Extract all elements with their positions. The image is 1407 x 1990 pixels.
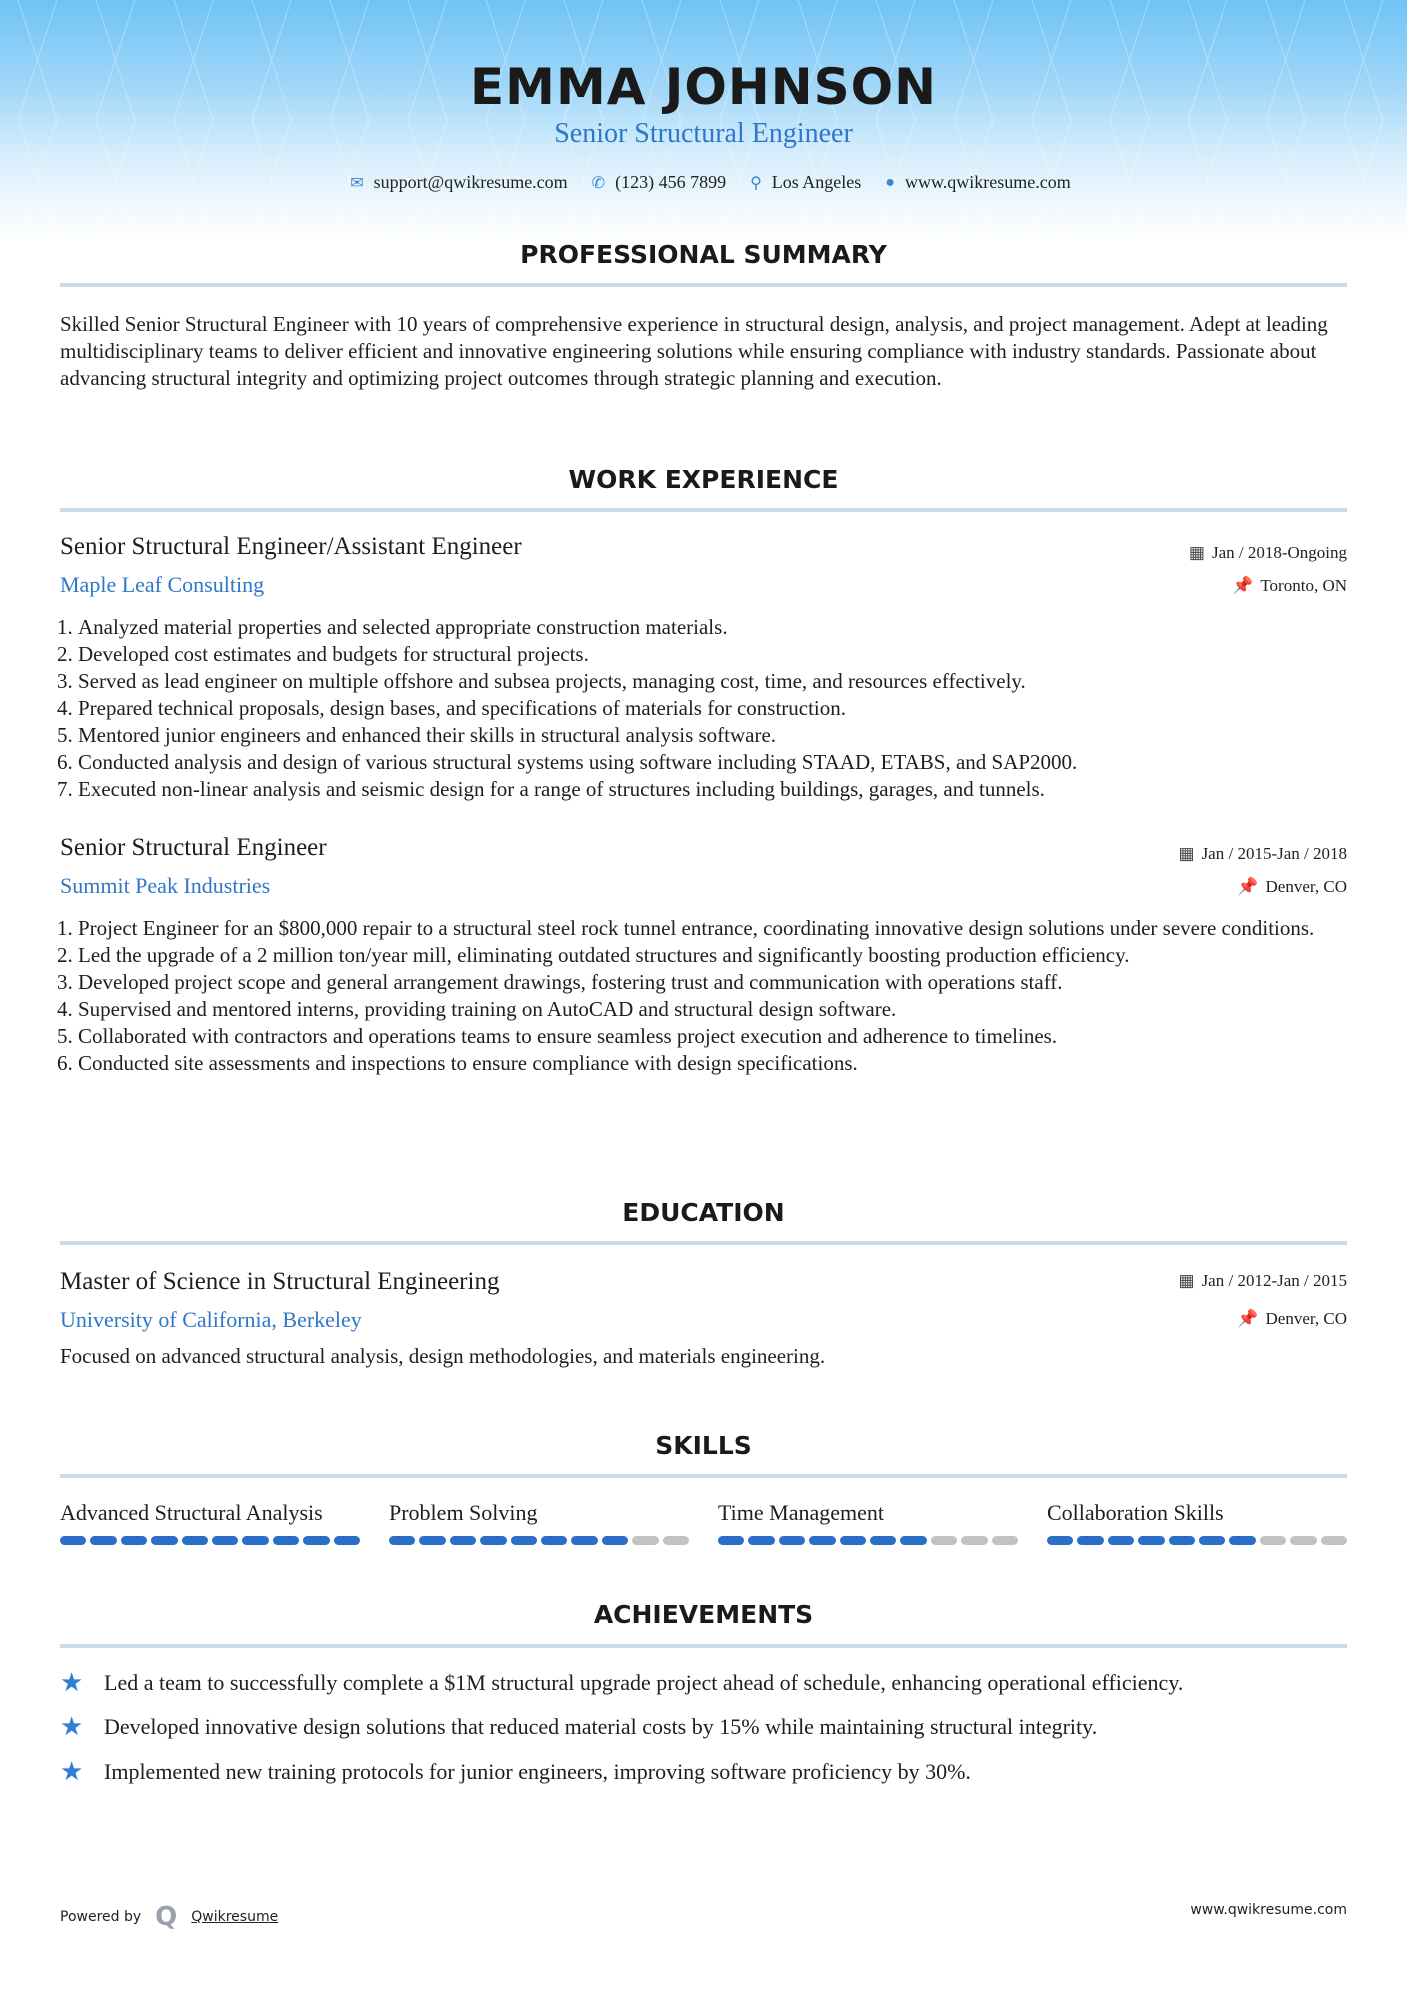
- section-heading-education: EDUCATION: [622, 1198, 785, 1227]
- job-bullets: [60, 614, 1347, 803]
- pin-icon: 📌: [1237, 877, 1259, 896]
- skill-item: [718, 1500, 1018, 1545]
- skill-dot: [779, 1536, 805, 1545]
- envelope-icon: ✉: [350, 174, 364, 192]
- list-item: 3. Developed project scope and general arrangement drawings, fostering trust and communication with operations staff.: [78, 969, 1347, 996]
- section-heading-experience: WORK EXPERIENCE: [568, 465, 839, 494]
- achievement-item: [60, 1757, 971, 1787]
- list-item: 1. Analyzed material properties and selected appropriate construction materials.: [78, 614, 1347, 641]
- list-item: 1. Project Engineer for an $800,000 repair to a structural steel rock tunnel entrance, coordinating innovative design solutions under severe conditions.: [78, 915, 1347, 942]
- globe-icon: ●: [885, 173, 895, 191]
- calendar-icon: ▦: [1178, 844, 1195, 863]
- section-heading-summary: PROFESSIONAL SUMMARY: [520, 240, 887, 269]
- achievement-text: Developed innovative design solutions that reduced material costs by 15% while maintaining structural integrity.: [104, 1714, 1098, 1739]
- skill-level-bar: [60, 1536, 360, 1545]
- skill-dot: [334, 1536, 360, 1545]
- skill-dot: [870, 1536, 896, 1545]
- contact-phone[interactable]: (123) 456 7899: [615, 172, 727, 192]
- star-icon: ★: [60, 1712, 84, 1741]
- job-title: Senior Structural Engineer/Assistant Engineer: [60, 533, 522, 560]
- skill-dot: [1290, 1536, 1316, 1545]
- list-item: 2. Led the upgrade of a 2 million ton/year mill, eliminating outdated structures and significantly boosting production efficiency.: [78, 942, 1347, 969]
- location-text: Denver, CO: [1265, 1309, 1347, 1328]
- education-description: Focused on advanced structural analysis, design methodologies, and materials engineering.: [60, 1344, 826, 1368]
- skill-dot: [242, 1536, 268, 1545]
- skill-dot: [541, 1536, 567, 1545]
- skill-name: Collaboration Skills: [1047, 1500, 1224, 1525]
- location-text: Denver, CO: [1265, 877, 1347, 896]
- skill-dot: [1321, 1536, 1347, 1545]
- skill-dot: [303, 1536, 329, 1545]
- list-item: 7. Executed non-linear analysis and seismic design for a range of structures including buildings, garages, and tunnels.: [78, 776, 1347, 803]
- skill-dot: [151, 1536, 177, 1545]
- contact-email[interactable]: support@qwikresume.com: [373, 172, 568, 192]
- list-item: 6. Conducted analysis and design of various structural systems using software including STAAD, ETABS, and SAP2000.: [78, 749, 1347, 776]
- skill-dot: [1260, 1536, 1286, 1545]
- calendar-icon: ▦: [1188, 543, 1205, 562]
- skill-dot: [1108, 1536, 1134, 1545]
- job-date: [1189, 543, 1347, 563]
- school-name: University of California, Berkeley: [60, 1307, 362, 1332]
- skill-dot: [182, 1536, 208, 1545]
- education-location: [1237, 1309, 1347, 1329]
- divider: [60, 1241, 1347, 1245]
- skill-level-bar: [1047, 1536, 1347, 1545]
- footer-website[interactable]: www.qwikresume.com: [1190, 1902, 1347, 1918]
- pin-icon: 📌: [1232, 576, 1254, 595]
- star-icon: ★: [60, 1757, 84, 1786]
- skill-dot: [900, 1536, 926, 1545]
- footer-powered: [60, 1902, 278, 1932]
- skill-dot: [1229, 1536, 1255, 1545]
- skill-dot: [450, 1536, 476, 1545]
- list-item: 3. Served as lead engineer on multiple offshore and subsea projects, managing cost, time, and resources effectively.: [78, 668, 1347, 695]
- skill-dot: [419, 1536, 445, 1545]
- skill-dot: [992, 1536, 1018, 1545]
- qwikresume-logo-icon: Q: [155, 1902, 178, 1932]
- phone-icon: ✆: [591, 174, 606, 192]
- list-item: 5. Collaborated with contractors and operations teams to ensure seamless project execution and adherence to timelines.: [78, 1023, 1347, 1050]
- skill-dot: [571, 1536, 597, 1545]
- summary-text: Skilled Senior Structural Engineer with 10 years of comprehensive experience in structural design, analysis, and project management. Adept at leading multidisciplinary teams to deliver efficient and innovative engineering solutions while ensuring compliance with industry standards. Passionate about advancing structural integrity and optimizing project outcomes through strategic planning and execution.: [60, 312, 1328, 390]
- candidate-title: Senior Structural Engineer: [554, 118, 853, 149]
- section-heading-achievements: ACHIEVEMENTS: [593, 1600, 814, 1629]
- achievement-text: Implemented new training protocols for junior engineers, improving software proficiency by 30%.: [104, 1759, 971, 1784]
- list-item: 2. Developed cost estimates and budgets for structural projects.: [78, 641, 1347, 668]
- section-heading-skills: SKILLS: [655, 1431, 752, 1460]
- skill-name: Advanced Structural Analysis: [60, 1500, 323, 1525]
- skill-dot: [1138, 1536, 1164, 1545]
- star-icon: ★: [60, 1668, 84, 1697]
- powered-by-label: Powered by: [60, 1909, 142, 1925]
- job-company: Maple Leaf Consulting: [60, 572, 265, 597]
- skill-dot: [273, 1536, 299, 1545]
- job-bullets: [60, 915, 1347, 1077]
- location-text: Toronto, ON: [1260, 576, 1347, 595]
- date-text: Jan / 2015-Jan / 2018: [1201, 844, 1347, 863]
- skill-level-bar: [389, 1536, 689, 1545]
- divider: [60, 1644, 1347, 1648]
- skill-level-bar: [718, 1536, 1018, 1545]
- skill-dot: [809, 1536, 835, 1545]
- skill-dot: [632, 1536, 658, 1545]
- skill-dot: [121, 1536, 147, 1545]
- job-company: Summit Peak Industries: [60, 873, 271, 898]
- list-item: 4. Supervised and mentored interns, providing training on AutoCAD and structural design software.: [78, 996, 1347, 1023]
- contact-location: Los Angeles: [771, 172, 862, 192]
- skill-dot: [663, 1536, 689, 1545]
- brand-link[interactable]: Qwikresume: [191, 1909, 279, 1925]
- achievement-item: [60, 1712, 1097, 1742]
- skill-dot: [748, 1536, 774, 1545]
- education-date: [1179, 1271, 1348, 1291]
- list-item: 4. Prepared technical proposals, design bases, and specifications of materials for construction.: [78, 695, 1347, 722]
- job-location: [1232, 576, 1347, 596]
- job-location: [1237, 877, 1347, 897]
- job-title: Senior Structural Engineer: [60, 834, 327, 861]
- skill-dot: [212, 1536, 238, 1545]
- skill-name: Time Management: [718, 1500, 884, 1525]
- skill-dot: [480, 1536, 506, 1545]
- contact-website[interactable]: www.qwikresume.com: [904, 172, 1071, 192]
- list-item: 6. Conducted site assessments and inspections to ensure compliance with design specifications.: [78, 1050, 1347, 1077]
- skill-name: Problem Solving: [389, 1500, 538, 1525]
- skill-dot: [840, 1536, 866, 1545]
- skill-item: [60, 1500, 360, 1545]
- skill-dot: [389, 1536, 415, 1545]
- skill-dot: [1047, 1536, 1073, 1545]
- skill-dot: [718, 1536, 744, 1545]
- divider: [60, 283, 1347, 287]
- skill-dot: [511, 1536, 537, 1545]
- divider: [60, 508, 1347, 512]
- skill-dot: [602, 1536, 628, 1545]
- skill-dot: [90, 1536, 116, 1545]
- list-item: 5. Mentored junior engineers and enhanced their skills in structural analysis software.: [78, 722, 1347, 749]
- candidate-name: EMMA JOHNSON: [470, 58, 937, 116]
- skill-item: [1047, 1500, 1347, 1545]
- achievement-text: Led a team to successfully complete a $1M structural upgrade project ahead of schedule, enhancing operational efficiency.: [104, 1670, 1184, 1695]
- skill-dot: [931, 1536, 957, 1545]
- calendar-icon: ▦: [1178, 1271, 1195, 1290]
- job-date: [1179, 844, 1348, 864]
- skill-dot: [1199, 1536, 1225, 1545]
- skill-dot: [1169, 1536, 1195, 1545]
- pin-icon: 📌: [1237, 1309, 1259, 1328]
- map-marker-icon: ⚲: [750, 174, 762, 192]
- skill-dot: [60, 1536, 86, 1545]
- date-text: Jan / 2018-Ongoing: [1211, 543, 1347, 562]
- achievement-item: [60, 1668, 1183, 1698]
- date-text: Jan / 2012-Jan / 2015: [1201, 1271, 1347, 1290]
- degree-title: Master of Science in Structural Engineering: [60, 1268, 500, 1295]
- divider: [60, 1474, 1347, 1478]
- skill-item: [389, 1500, 689, 1545]
- contact-bar: [0, 172, 1407, 193]
- skill-dot: [961, 1536, 987, 1545]
- skill-dot: [1077, 1536, 1103, 1545]
